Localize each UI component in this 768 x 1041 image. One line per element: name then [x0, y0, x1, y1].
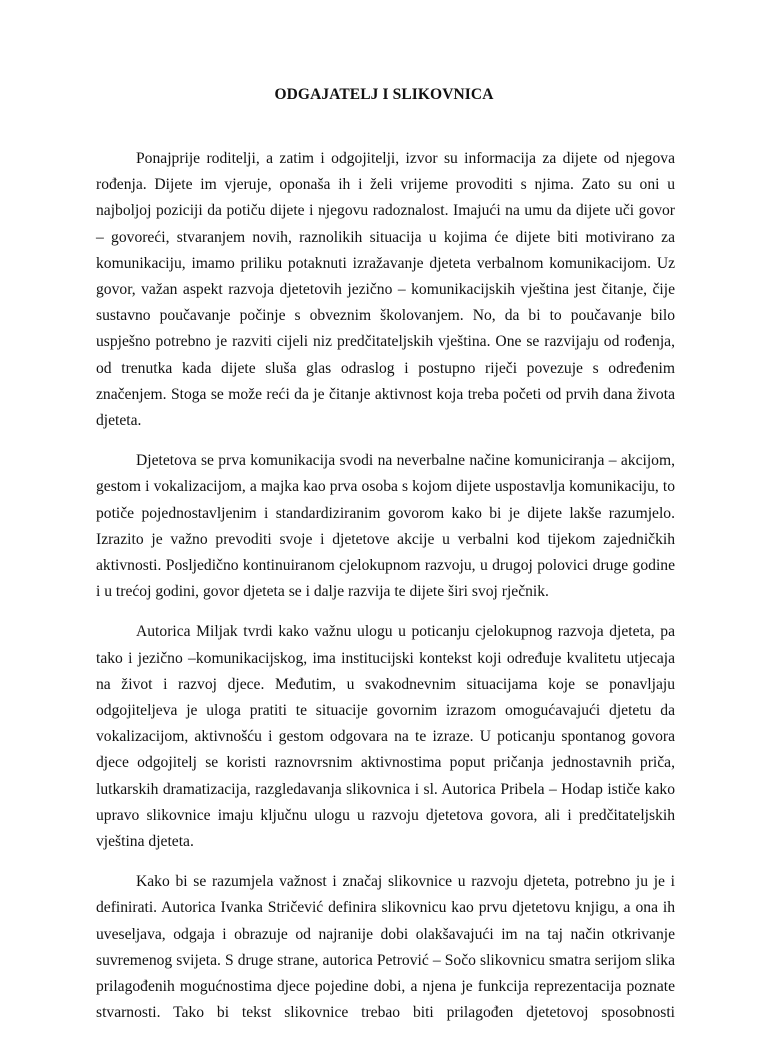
- paragraph-4: Kako bi se razumjela važnost i značaj slikovnice u razvoju djeteta, potrebno ju je i definirati. Autorica Ivanka Stričević definira slikovnicu kao prvu djetetovu knjigu, a ona ih uveseljava, odgaja i obrazuje od najranije dobi olakšavajući im na taj način otkrivanje suvremenog svijeta. S druge strane, autorica Petrović – Sočo slikovnicu smatra serijom slika prilagođenih mogućnostima djece pojedine dobi, a njena je funkcija reprezentacija poznate stvarnosti. Tako bi tekst slikovnice trebao biti prilagođen djetetovoj sposobnosti: [96, 873, 675, 1022]
- paragraph-1: Ponajprije roditelji, a zatim i odgojitelji, izvor su informacija za dijete od njegova rođenja. Dijete im vjeruje, oponaša ih i želi vrijeme provoditi s njima. Zato su oni u najboljoj poziciji da potiču dijete i njegovu radoznalost. Imajući na umu da dijete uči govor – govoreći, stvaranjem novih, raznolikih situacija u kojima će dijete biti motivirano za komunikaciju, imamo priliku potaknuti izražavanje djeteta verbalnom komunikacijom. Uz govor, važan aspekt razvoja djetetovih jezično – komunikacijskih vještina jest čitanje, čije sustavno poučavanje počinje s obveznim školovanjem. No, da bi to poučavanje bilo uspješno potrebno je razviti cijeli niz predčitateljskih vještina. One se razvijaju od rođenja, od trenutka kada dijete sluša glas odraslog i postupno riječi povezuje s određenim značenjem. Stoga se može reći da je čitanje aktivnost koja treba početi od prvih dana života djeteta.: [96, 150, 675, 430]
- document-title: ODGAJATELJ I SLIKOVNICA: [274, 86, 494, 103]
- paragraph-2: Djetetova se prva komunikacija svodi na neverbalne načine komuniciranja – akcijom, gestom i vokalizacijom, a majka kao prva osoba s kojom dijete uspostavlja komunikaciju, to potiče pojednostavljenim i standardiziranim govorom kako bi je dijete lakše razumjelo. Izrazito je važno prevoditi svoje i djetetove akcije u verbalni kod tijekom zajedničkih aktivnosti. Posljedično kontinuiranom cjelokupnom razvoju, u drugoj polovici druge godine i u trećoj godini, govor djeteta se i dalje razvija te dijete širi svoj rječnik.: [96, 452, 675, 601]
- document-body: [96, 146, 675, 1041]
- paragraph-3: Autorica Miljak tvrdi kako važnu ulogu u poticanju cjelokupnog razvoja djeteta, pa tako i jezično –komunikacijskog, ima institucijski kontekst koji određuje kvalitetu utjecaja na život i razvoj djece. Međutim, u svakodnevnim situacijama koje se ponavljaju odgojiteljeva je uloga pratiti te situacije govornim izrazom omogućavajući djetetu da vokalizacijom, aktivnošću i gestom odgovara na te izraze. U poticanju spontanog govora djece odgojitelj se koristi raznovrsnim aktivnostima poput pričanja jednostavnih priča, lutkarskih dramatizacija, razgledavanja slikovnica i sl. Autorica Pribela – Hodap ističe kako upravo slikovnice imaju ključnu ulogu u razvoju djetetova govora, ali i predčitateljskih vještina djeteta.: [96, 623, 675, 851]
